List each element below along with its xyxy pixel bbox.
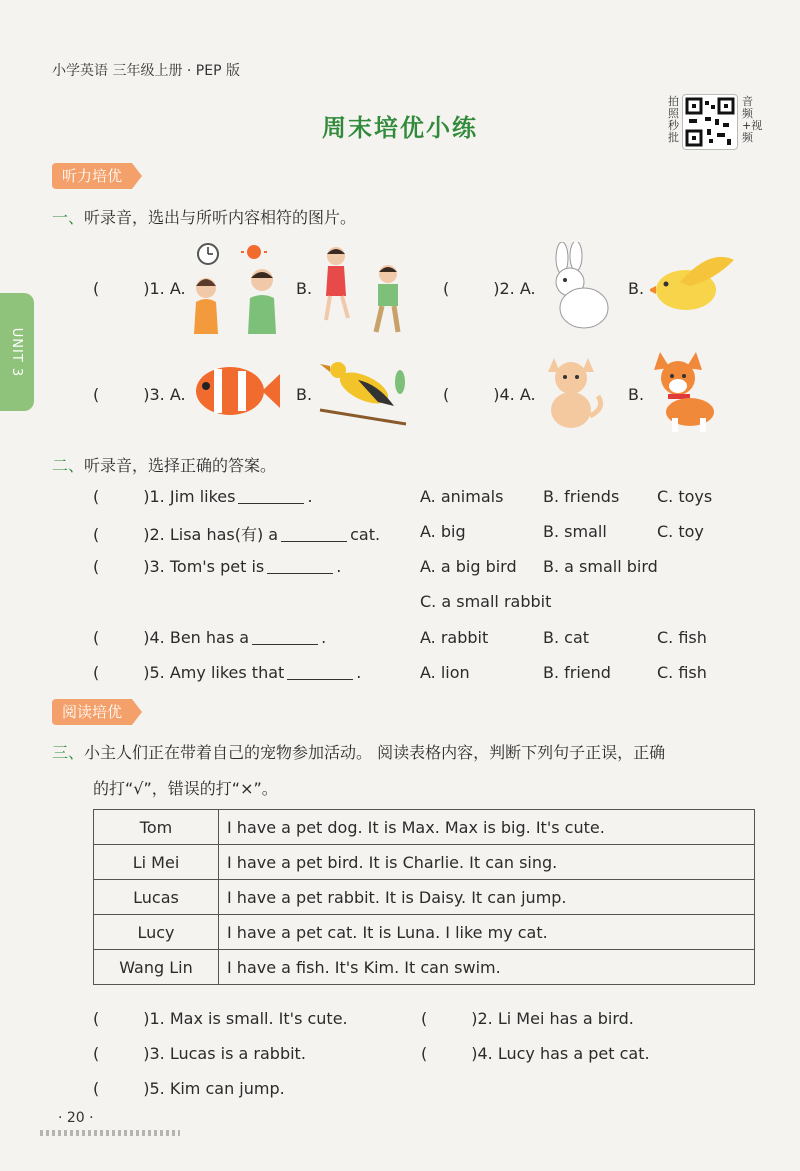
s2-q5-option-c: C. fish [657, 663, 707, 682]
owner-name: Li Mei [94, 845, 219, 880]
owner-name: Lucy [94, 915, 219, 950]
section3-number: 三、 [52, 743, 85, 762]
listening-section-tag: 听力培优 [52, 163, 132, 189]
scan-artifact [40, 1130, 180, 1136]
s1-q4-label: 4. A. [499, 385, 536, 404]
answer-paren-open: ( [93, 279, 100, 298]
owner-description: I have a pet dog. It is Max. Max is big. It's cute. [219, 810, 755, 845]
s2-q1: ( )1. Jim likes . [93, 487, 313, 506]
table-row [94, 810, 755, 845]
s3-q5: ( )5. Kim can jump. [93, 1079, 285, 1098]
s1-q1-b: B. [296, 279, 313, 298]
owner-description: I have a pet bird. It is Charlie. It can sing. [219, 845, 755, 880]
s2-q4-option-a: A. rabbit [420, 628, 489, 647]
s3-q4-text: 4. Lucy has a pet cat. [477, 1044, 650, 1063]
s2-q4-end: . [321, 628, 327, 647]
dog-picture [650, 348, 722, 438]
answer-paren-close: ) [143, 385, 150, 404]
page-number: · 20 · [58, 1110, 94, 1126]
s2-q2-stem: 2. Lisa has(有) a [149, 525, 279, 544]
answer-paren-open: ( [93, 385, 100, 404]
qr-left-label: 拍照秒批 [668, 95, 679, 144]
section2-heading [52, 453, 276, 476]
rabbit-picture [540, 242, 614, 334]
s2-q5-end: . [356, 663, 362, 682]
reading-section-tag: 阅读培优 [52, 699, 132, 725]
table-row [94, 915, 755, 950]
section3-instruction-line2: 的打“√”，错误的打“×”。 [93, 779, 278, 798]
s1-q3-label: 3. A. [149, 385, 186, 404]
s3-q2: ( )2. Li Mei has a bird. [421, 1009, 634, 1028]
owner-name: Wang Lin [94, 950, 219, 985]
s1-q3-b: B. [296, 385, 313, 404]
fill-blank[interactable] [287, 665, 353, 680]
s2-q3-option-b: B. a small bird [543, 557, 658, 576]
unit-tab-label: UNIT 3 [9, 327, 25, 377]
section1-number: 一、 [52, 208, 85, 227]
s2-q2-option-a: A. big [420, 522, 466, 541]
s2-q3-option-c: C. a small rabbit [420, 592, 552, 611]
table-row [94, 950, 755, 985]
s2-q5-stem: 5. Amy likes that [149, 663, 285, 682]
fill-blank[interactable] [252, 630, 318, 645]
book-header: 小学英语 三年级上册 · PEP 版 [52, 63, 240, 79]
s2-q3-option-a: A. a big bird [420, 557, 517, 576]
s1-q4-b: B. [628, 385, 645, 404]
table-row [94, 880, 755, 915]
s2-q5: ( )5. Amy likes that . [93, 663, 362, 682]
answer-paren-close: ) [143, 279, 150, 298]
s2-q4-option-c: C. fish [657, 628, 707, 647]
cat-picture [540, 352, 606, 434]
kids-waving-picture [318, 244, 418, 338]
owner-description: I have a fish. It's Kim. It can swim. [219, 950, 755, 985]
s3-q5-text: 5. Kim can jump. [149, 1079, 285, 1098]
s2-q4-stem: 4. Ben has a [149, 628, 250, 647]
fill-blank[interactable] [267, 559, 333, 574]
s1-q1-label: 1. A. [149, 279, 186, 298]
qr-right-label: 音频+视频 [742, 95, 763, 144]
s2-q5-option-a: A. lion [420, 663, 470, 682]
s3-q2-text: 2. Li Mei has a bird. [477, 1009, 634, 1028]
section3-heading [52, 740, 665, 763]
s1-q4 [443, 385, 536, 404]
section1-heading [52, 205, 356, 228]
section3-instruction-line1: 小主人们正在带着自己的宠物参加活动。 阅读表格内容，判断下列句子正误，正确 [84, 743, 666, 762]
s2-q5-option-b: B. friend [543, 663, 611, 682]
s1-q3 [93, 385, 186, 404]
s1-q1 [93, 279, 186, 298]
s2-q2-option-b: B. small [543, 522, 607, 541]
s3-q4: ( )4. Lucy has a pet cat. [421, 1044, 650, 1063]
s2-q1-stem: 1. Jim likes [149, 487, 236, 506]
s2-q2-option-c: C. toy [657, 522, 704, 541]
owner-description: I have a pet cat. It is Luna. I like my cat. [219, 915, 755, 950]
s2-q3-end: . [336, 557, 342, 576]
owner-name: Tom [94, 810, 219, 845]
clock-sun-kids-picture [192, 242, 292, 338]
s2-q4: ( )4. Ben has a . [93, 628, 327, 647]
s2-q1-option-c: C. toys [657, 487, 713, 506]
s2-q2: ( )2. Lisa has(有) a cat. [93, 525, 381, 544]
oriole-on-branch-picture [318, 354, 408, 430]
answer-paren-open: ( [443, 279, 450, 298]
s1-q2-b: B. [628, 279, 645, 298]
s2-q4-option-b: B. cat [543, 628, 590, 647]
s2-q3: ( )3. Tom's pet is . [93, 557, 342, 576]
answer-paren-close: ) [493, 279, 500, 298]
s2-q1-option-b: B. friends [543, 487, 620, 506]
owner-description: I have a pet rabbit. It is Daisy. It can jump. [219, 880, 755, 915]
section2-number: 二、 [52, 456, 85, 475]
s3-q3: ( )3. Lucas is a rabbit. [93, 1044, 306, 1063]
fill-blank[interactable] [238, 489, 304, 504]
s3-q3-text: 3. Lucas is a rabbit. [149, 1044, 306, 1063]
unit-tab [0, 293, 34, 411]
answer-paren-open: ( [443, 385, 450, 404]
answer-paren-close: ) [493, 385, 500, 404]
s1-q2-label: 2. A. [499, 279, 536, 298]
table-row [94, 845, 755, 880]
section2-instruction: 听录音，选择正确的答案。 [84, 456, 277, 475]
page-title: 周末培优小练 [322, 114, 478, 142]
owner-name: Lucas [94, 880, 219, 915]
qr-code-icon[interactable] [682, 94, 738, 150]
section1-instruction: 听录音，选出与所听内容相符的图片。 [84, 208, 357, 227]
s2-q1-option-a: A. animals [420, 487, 504, 506]
s2-q1-end: . [307, 487, 313, 506]
s2-q3-stem: 3. Tom's pet is [149, 557, 265, 576]
pets-table [93, 809, 755, 985]
fill-blank[interactable] [281, 527, 347, 542]
s3-q1-text: 1. Max is small. It's cute. [149, 1009, 348, 1028]
s2-q2-end: cat. [350, 525, 381, 544]
clownfish-picture [190, 360, 282, 426]
yellow-bird-picture [650, 252, 738, 320]
s1-q2 [443, 279, 536, 298]
s3-q1: ( )1. Max is small. It's cute. [93, 1009, 348, 1028]
